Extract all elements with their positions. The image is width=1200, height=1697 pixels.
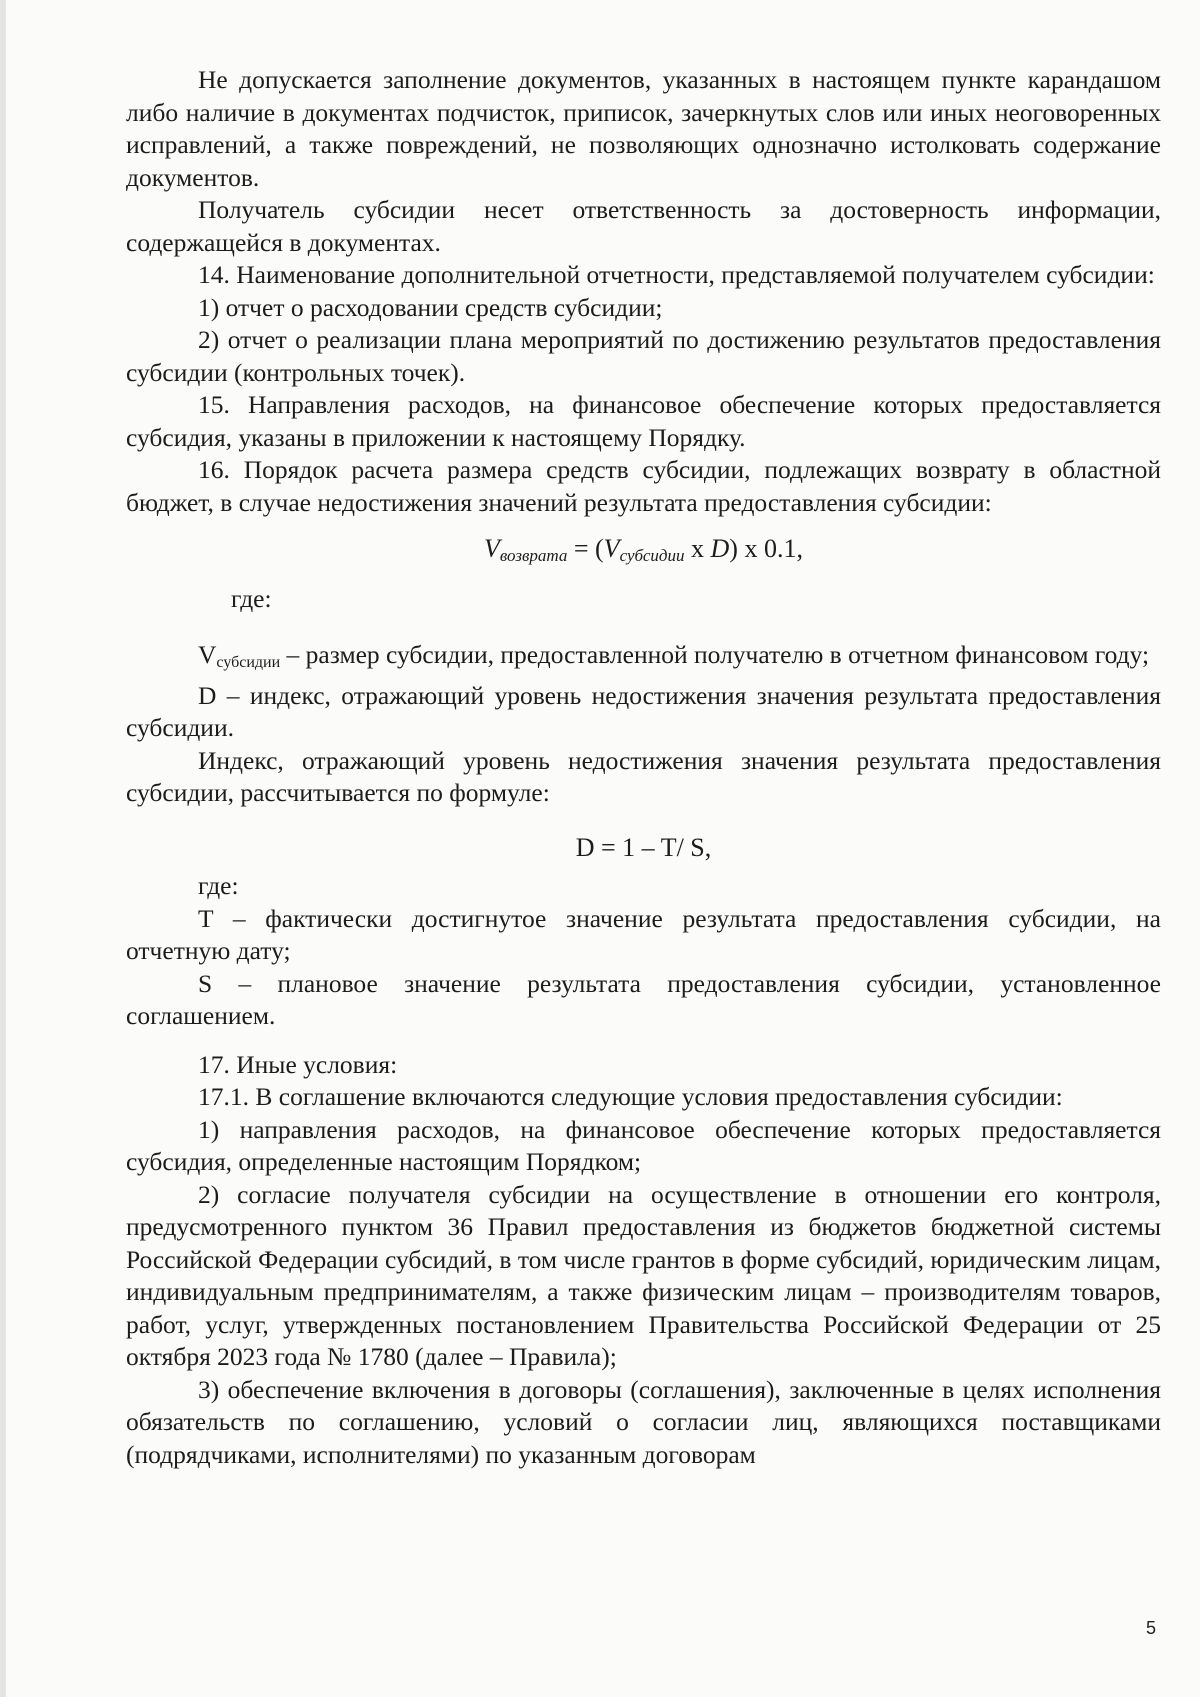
definition-v	[126, 639, 1161, 680]
definition-t: T – фактически достигнутое значение результата предоставления субсидии, на отчетную дату;	[126, 903, 1161, 965]
formula-symbol: V	[603, 534, 620, 563]
formula-text: x	[684, 534, 711, 563]
paragraph: 16. Порядок расчета размера средств субсидии, подлежащих возврату в областной бюджет, в случае недостижения значений результата предоставления субсидии:	[126, 455, 1161, 517]
formula-symbol: V	[484, 534, 500, 563]
where-label: где:	[231, 583, 272, 613]
return-formula	[126, 533, 1161, 573]
formula-subscript: возврата	[499, 546, 568, 565]
definition-d: D – индекс, отражающий уровень недостижения значения результата предоставления субсидии.	[126, 680, 1161, 742]
paragraph: 15. Направления расходов, на финансовое обеспечение которых предоставляется субсидия, указаны в приложении к настоящему Порядку.	[126, 390, 1161, 452]
formula-subscript: субсидии	[619, 546, 685, 565]
paragraph: 2) согласие получателя субсидии на осуществление в отношении его контроля, предусмотренного пунктом 36 Правил предоставления из бюджетов бюджетной системы Российской Федерации субсидий, в том числе грантов в форме субсидий, юридическим лицам, индивидуальным предпринимателям, а также физическим лицам – производителям товаров, работ, услуг, утвержденных постановлением Правительства Российской Федерации от 25 октября 2023 года № 1780 (далее – Правила);	[126, 1179, 1161, 1371]
paragraph: 14. Наименование дополнительной отчетности, представляемой получателем субсидии:	[198, 260, 1155, 289]
formula-text: = (	[567, 534, 604, 563]
definition-s: S – плановое значение результата предоставления субсидии, установленное соглашением.	[126, 968, 1161, 1030]
paragraph: 1) направления расходов, на финансовое обеспечение которых предоставляется субсидия, определенные настоящим Порядком;	[126, 1114, 1161, 1176]
paragraph: 17.1. В соглашение включаются следующие условия предоставления субсидии:	[198, 1082, 1063, 1111]
index-formula: D = 1 – T/ S,	[575, 832, 712, 862]
index-intro: Индекс, отражающий уровень недостижения значения результата предоставления субсидии, рассчитывается по формуле:	[126, 745, 1161, 807]
paragraph: 3) обеспечение включения в договоры (соглашения), заключенные в целях исполнения обязательств по соглашению, условий о согласии лиц, являющихся поставщиками (подрядчиками, исполнителями) по указанным договорам	[126, 1374, 1161, 1469]
formula-symbol: D	[710, 534, 730, 563]
def-symbol: V	[198, 640, 217, 669]
document-body	[126, 64, 1161, 1471]
page-number: 5	[1145, 1618, 1156, 1638]
paragraph: 2) отчет о реализации плана мероприятий по достижению результатов предоставления субсидии (контрольных точек).	[126, 325, 1161, 387]
paragraph: Получатель субсидии несет ответственность за достоверность информации, содержащейся в документах.	[126, 195, 1161, 257]
def-subscript: субсидии	[216, 654, 281, 671]
formula-text: ) x 0.1,	[729, 534, 803, 563]
paragraph: 17. Иные условия:	[198, 1049, 398, 1079]
where-label: где:	[198, 871, 239, 900]
paragraph: 1) отчет о расходовании средств субсидии;	[198, 292, 663, 322]
paragraph: Не допускается заполнение документов, указанных в настоящем пункте карандашом либо наличие в документах подчисток, приписок, зачеркнутых слов или иных неоговоренных исправлений, а также повреждений, не позволяющих однозначно истолковать содержание документов.	[126, 65, 1161, 192]
def-text: – размер субсидии, предоставленной получателю в отчетном финансовом году;	[280, 640, 1150, 669]
